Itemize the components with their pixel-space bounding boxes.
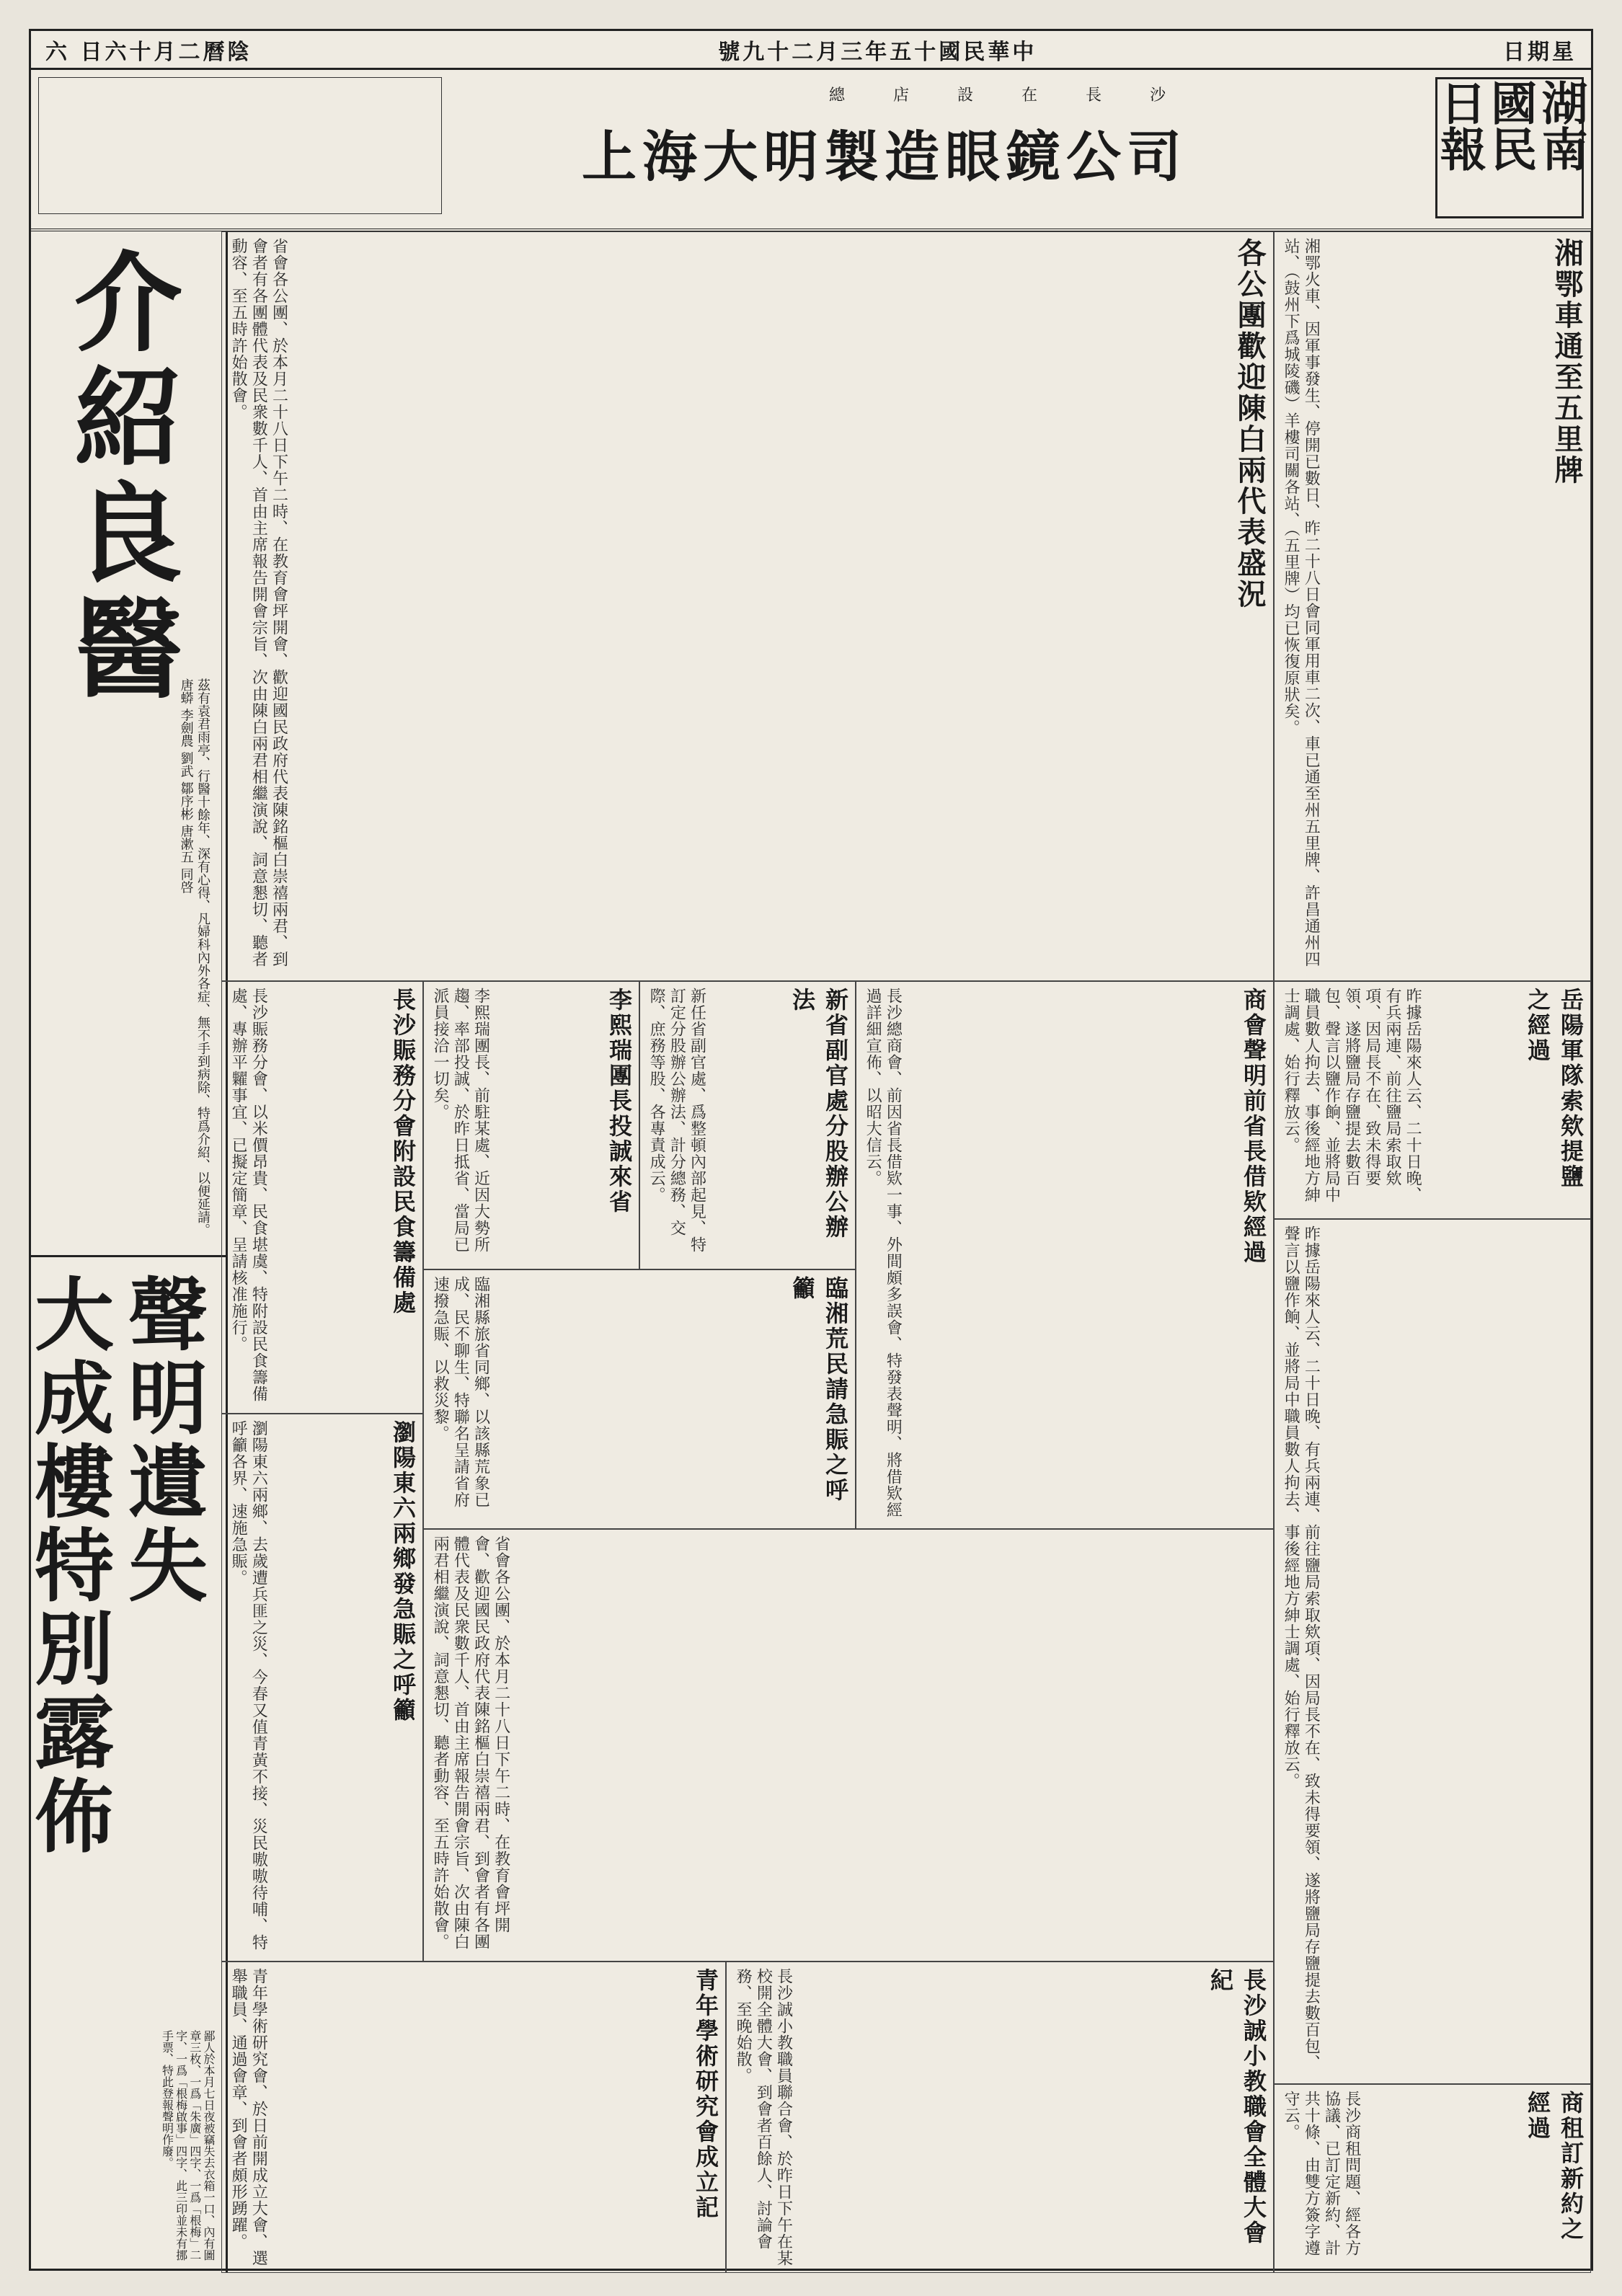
article-2-3 (221, 231, 1274, 981)
paper-name-text: 湖南國民日報 (1432, 79, 1588, 172)
article-11-body: 青年學術研究會、於日前開成立大會、選舉職員、通過會章、到會者頗形踴躍。 (229, 1968, 268, 2266)
newspaper-page (22, 29, 1593, 2271)
article-3-body: 省會各公團、於本月二十八日下午二時、在教育會坪開會、歡迎國民政府代表陳銘樞白崇禧兩君、到會者有各團體代表及民衆數千人、首由主席報告開會宗旨、次由陳白兩君相繼演說、詞意懇切、聽者動容、至五時許始散會。 (229, 238, 288, 967)
article-7 (639, 981, 856, 1269)
dateline-middle: 號九十二月三年五十國民華中 (718, 39, 1037, 65)
dacheng-title: 大成樓特別露佈 (22, 1273, 115, 1858)
article-4-body: 長沙總商會、前因省長借欵一事、外間頗多誤會、特發表聲明、將借欵經過詳細宣佈、以昭大信云。 (864, 988, 903, 1518)
article-1 (1274, 231, 1591, 981)
article-2-body: 昨據岳陽來人云、二十日晚、有兵兩連、前往鹽局索取欸項、因局長不在、致未得要領、遂將鹽局存鹽提去數百包、聲言以鹽作餉、並將局中職員數人拘去、事後經地方紳士調處、始行釋放云。 (1282, 988, 1422, 1203)
article-2 (1274, 981, 1591, 1219)
article-9-headline: 瀏陽東六兩鄉發急賑之呼籲 (389, 1420, 417, 1723)
masthead (31, 70, 1591, 231)
lost-notice-title: 聲明遺失 (115, 1273, 208, 1608)
article-12-headline: 商租訂新約之經過 (1524, 2091, 1585, 2242)
article-1-headline: 湘鄂車通至五里牌 (1550, 238, 1584, 486)
article-continued-body: 昨據岳陽來人云、二十日晚、有兵兩連、前往鹽局索取欸項、因局長不在、致未得要領、遂將鹽局存鹽提去數百包、聲言以鹽作餉、並將局中職員數人拘去、事後經地方紳士調處、始行釋放云。 (1282, 1225, 1321, 2071)
article-7-body: 新任省副官處、爲整頓內部起見、特訂定分股辦公辦法、計分總務、交際、庶務等股、各專責成云。 (647, 988, 706, 1253)
articles-column (221, 231, 1591, 2273)
article-5-headline: 李熙瑞團長投誠來省 (606, 988, 633, 1215)
doctor-ad (31, 231, 226, 1257)
dateline (31, 31, 1591, 70)
article-4-headline: 商會聲明前省長借欵經過 (1240, 988, 1267, 1265)
dateline-left: 六 日六十月二曆陰 (45, 39, 252, 65)
article-body-fill-text: 省會各公團、於本月二十八日下午二時、在教育會坪開會、歡迎國民政府代表陳銘樞白崇禧兩君、到會者有各團體代表及民衆數千人、首由主席報告開會宗旨、次由陳白兩君相繼演說、詞意懇切、聽者動容、至五時許始散會。 (431, 1535, 510, 1950)
article-10 (726, 1962, 1274, 2273)
lost-notice-body: 鄙人於本月七日夜被竊失去衣箱一口、內有圖章三枚、一爲「朱廣」四字、一爲「根梅」二字、一爲「根梅啟事」四字、此三印並未有挪手票、特此登報聲明作廢。 (160, 2030, 216, 2261)
article-9-body: 瀏陽東六兩鄉、去歲遭兵匪之災、今春又值青黃不接、災民嗷嗷待哺、特呼籲各界、速施急賑。 (229, 1420, 268, 1951)
article-6-headline: 長沙賑務分會附設民食籌備處 (389, 988, 417, 1316)
article-5-body: 李熙瑞團長、前駐某處、近因大勢所趨、率部投誠、於昨日抵省、當局已派員接洽一切矣。 (431, 988, 490, 1253)
ad-subtitle: 總 店 設 在 長 沙 (829, 87, 1187, 105)
lost-notice-ad (22, 1259, 226, 2273)
article-7-headline: 新省副官處分股辦公辦法 (789, 988, 849, 1240)
small-notice (38, 77, 442, 214)
doctor-ad-body: 茲有袁君雨亭、行醫十餘年、深有心得、凡婦科內外各症、無不手到病除、特爲介紹、以便延請。 唐蟒 李劍農 劉武 鄒序彬 唐漱五 同啓 (178, 678, 210, 1236)
article-6 (221, 981, 423, 1414)
article-continued (1274, 1219, 1591, 2084)
article-8-headline: 臨湘荒民請急賑之呼籲 (789, 1276, 849, 1503)
article-4 (856, 981, 1274, 1529)
left-ad-column (22, 231, 228, 2273)
dateline-right: 日期星 (1502, 39, 1577, 65)
article-2-headline: 岳陽軍隊索欸提鹽之經過 (1524, 988, 1585, 1189)
paper-name (1432, 77, 1588, 218)
doctor-ad-title: 介紹良醫 (56, 246, 182, 707)
main-content (22, 231, 1591, 2273)
article-11 (221, 1962, 726, 2273)
article-12 (1274, 2084, 1591, 2273)
article-1-body: 湘鄂火車、因軍事發生、停開已數日、昨二十八日會同軍用車二次、車已通至州五里牌、許昌通州四站、（鼓州下爲城陵磯）羊樓司關各站、（五里牌）均已恢復原狀矣。 (1282, 238, 1321, 967)
article-8 (423, 1269, 856, 1529)
article-8-body: 臨湘縣旅省同鄉、以該縣荒象已成、民不聊生、特聯名呈請省府速撥急賑、以救災黎。 (431, 1276, 490, 1508)
article-9 (221, 1414, 423, 1962)
news-bureau (1216, 83, 1411, 213)
article-6-body: 長沙賑務分會、以米價昂貴、民食堪虞、特附設民食籌備處、專辦平糶事宜、已擬定簡章、呈請核准施行。 (229, 988, 268, 1402)
article-3-headline: 各公團歡迎陳白兩代表盛況 (1233, 238, 1267, 610)
article-10-body: 長沙誠小教職員聯合會、於昨日下午在某校開全體大會、到會者百餘人、討論會務、至晚始散。 (734, 1968, 793, 2266)
article-5 (423, 981, 639, 1269)
article-12-body: 長沙商租問題、經各方協議、已訂定新約、計共十條、由雙方簽字遵守云。 (1282, 2091, 1361, 2256)
article-10-headline: 長沙誠小教職會全體大會紀 (1207, 1968, 1267, 2246)
article-11-headline: 青年學術研究會成立記 (692, 1968, 719, 2220)
article-body-fill (423, 1529, 1274, 1962)
ad-title: 上海大明製造眼鏡公司 (582, 125, 1187, 189)
